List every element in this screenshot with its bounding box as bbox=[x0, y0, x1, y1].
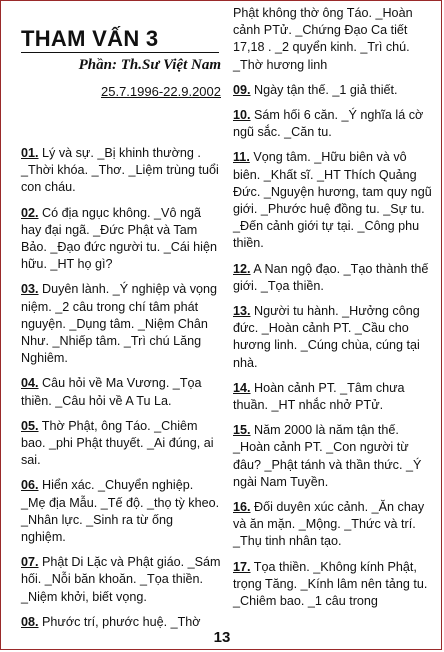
entry-number: 15. bbox=[233, 423, 251, 438]
entry-number: 12. bbox=[233, 261, 251, 276]
entry-text: Người tu hành. _Hưởng công đức. _Hoàn cảnh PT. _Cầu cho hương linh. _Cúng chùa, cúng tại nhà. bbox=[233, 304, 420, 370]
entry-01 bbox=[21, 145, 221, 197]
entry-number: 01. bbox=[21, 146, 39, 160]
entry-number: 16. bbox=[233, 500, 251, 515]
entry-text: Ngày tận thế. _1 giả thiết. bbox=[254, 82, 398, 97]
entry-text: Thờ Phật, ông Táo. _Chiêm bao. _phi Phật thuyết. _Ai đúng, ai sai. bbox=[21, 418, 214, 468]
entry-number: 05. bbox=[21, 418, 39, 433]
entry-text: Năm 2000 là năm tận thế. _Hoàn cảnh PT. _Con người từ đâu? _Phật tánh và thần thức. _Ý ngài Nam Tuyền. bbox=[233, 423, 422, 489]
entry-text: Lý và sự. _Bị khinh thường . _Thời khóa. _Thơ. _Liệm trùng tuổi con cháu. bbox=[21, 146, 219, 195]
entry-07 bbox=[21, 554, 221, 606]
entry-13 bbox=[233, 303, 433, 372]
entry-number: 13. bbox=[233, 304, 251, 319]
date-range: 25.7.1996-22.9.2002 bbox=[101, 84, 221, 99]
entry-number: 07. bbox=[21, 555, 39, 570]
entry-text: Hoàn cảnh PT. _Tâm chưa thuần. _HT nhắc nhở PTử. bbox=[233, 380, 405, 413]
entry-02 bbox=[21, 205, 221, 274]
entry-text: Phật Di Lặc và Phật giáo. _Sám hối. _Nỗi băn khoăn. _Tọa thiền. _Niệm khởi, biết vọng. bbox=[21, 555, 221, 604]
entry-15 bbox=[233, 422, 433, 491]
entry-number: 02. bbox=[21, 205, 39, 220]
right-column bbox=[233, 5, 433, 618]
entry-number: 04. bbox=[21, 376, 39, 391]
page-number: 13 bbox=[213, 629, 231, 646]
entry-number: 17. bbox=[233, 559, 251, 574]
entry-03 bbox=[21, 281, 221, 367]
entry-12 bbox=[233, 261, 433, 295]
entry-text: Có địa ngục không. _Vô ngã hay đại ngã. _Đức Phật và Tam Bảo. _Đạo đức người tu. _Cái hiện hữu. _HT họ gì? bbox=[21, 205, 217, 272]
entry-09 bbox=[233, 82, 433, 99]
entry-14 bbox=[233, 380, 433, 414]
entry-text: Tọa thiền. _Không kính Phật, trọng Tăng. _Kính lâm nên tảng tu. _Chiêm bao. _1 câu trong bbox=[233, 559, 428, 609]
header-block bbox=[21, 27, 221, 145]
section-subtitle: Phần: Th.Sư Việt Nam bbox=[78, 57, 221, 73]
entry-17 bbox=[233, 559, 433, 611]
entry-10 bbox=[233, 107, 433, 141]
entry-text: Duyên lành. _Ý nghiệp và vọng niệm. _2 câu trong chí tâm phát nguyện. _Dụng tâm. _Niệm Chân Như. _Nhiếp tâm. _Trì chú Lăng Nghiêm. bbox=[21, 282, 218, 366]
entry-11 bbox=[233, 149, 433, 252]
entry-text: Sám hối 6 căn. _Ý nghĩa lá cờ ngũ sắc. _Căn tu. bbox=[233, 108, 424, 140]
entry-06 bbox=[21, 477, 221, 546]
entry-text: A Nan ngộ đạo. _Tạo thành thế giới. _Tọa thiền. bbox=[233, 261, 429, 293]
entry-text: Vọng tâm. _Hữu biên và vô biên. _Khất sĩ. _HT Thích Quảng Đức. _Nguyện hương, tam quy ngũ giới. _Phước huệ đồng tu. _Sự tu. _Đến cảnh giới tự tại. _Công phu thiền. bbox=[233, 150, 432, 251]
entry-number: 09. bbox=[233, 82, 251, 97]
entry-text: Phước trí, phước huệ. _Thờ bbox=[42, 614, 201, 629]
title-underline bbox=[21, 52, 219, 53]
entry-text: Câu hỏi về Ma Vương. _Tọa thiền. _Câu hỏi về A Tu La. bbox=[21, 376, 202, 408]
entry-05 bbox=[21, 418, 221, 470]
entry-number: 03. bbox=[21, 282, 39, 297]
entry-04 bbox=[21, 375, 221, 409]
entry-number: 10. bbox=[233, 108, 251, 123]
entry-number: 06. bbox=[21, 478, 39, 493]
left-column bbox=[21, 5, 221, 639]
entry-number: 11. bbox=[233, 150, 250, 165]
entry-number: 14. bbox=[233, 380, 251, 395]
entry-text: Đối duyên xúc cảnh. _Ăn chay và ăn mặn. _Mộng. _Thức và trí. _Thụ tinh nhân tạo. bbox=[233, 500, 425, 549]
entry-number: 08. bbox=[21, 614, 39, 629]
page-title: THAM VẤN 3 bbox=[21, 26, 159, 51]
entry-text: Hiển xác. _Chuyển nghiệp. _Mẹ địa Mẫu. _Tế độ. _thọ tỳ kheo. _Nhân lực. _Sinh ra từ ống nghiệm. bbox=[21, 478, 220, 545]
entry-08-continued: Phật không thờ ông Táo. _Hoàn cảnh PTử. _Chứng Đạo Ca tiết 17,18 . _2 quyển kinh. _Trì chú. _Thờ hương linh bbox=[233, 6, 413, 72]
entry-16 bbox=[233, 499, 433, 551]
